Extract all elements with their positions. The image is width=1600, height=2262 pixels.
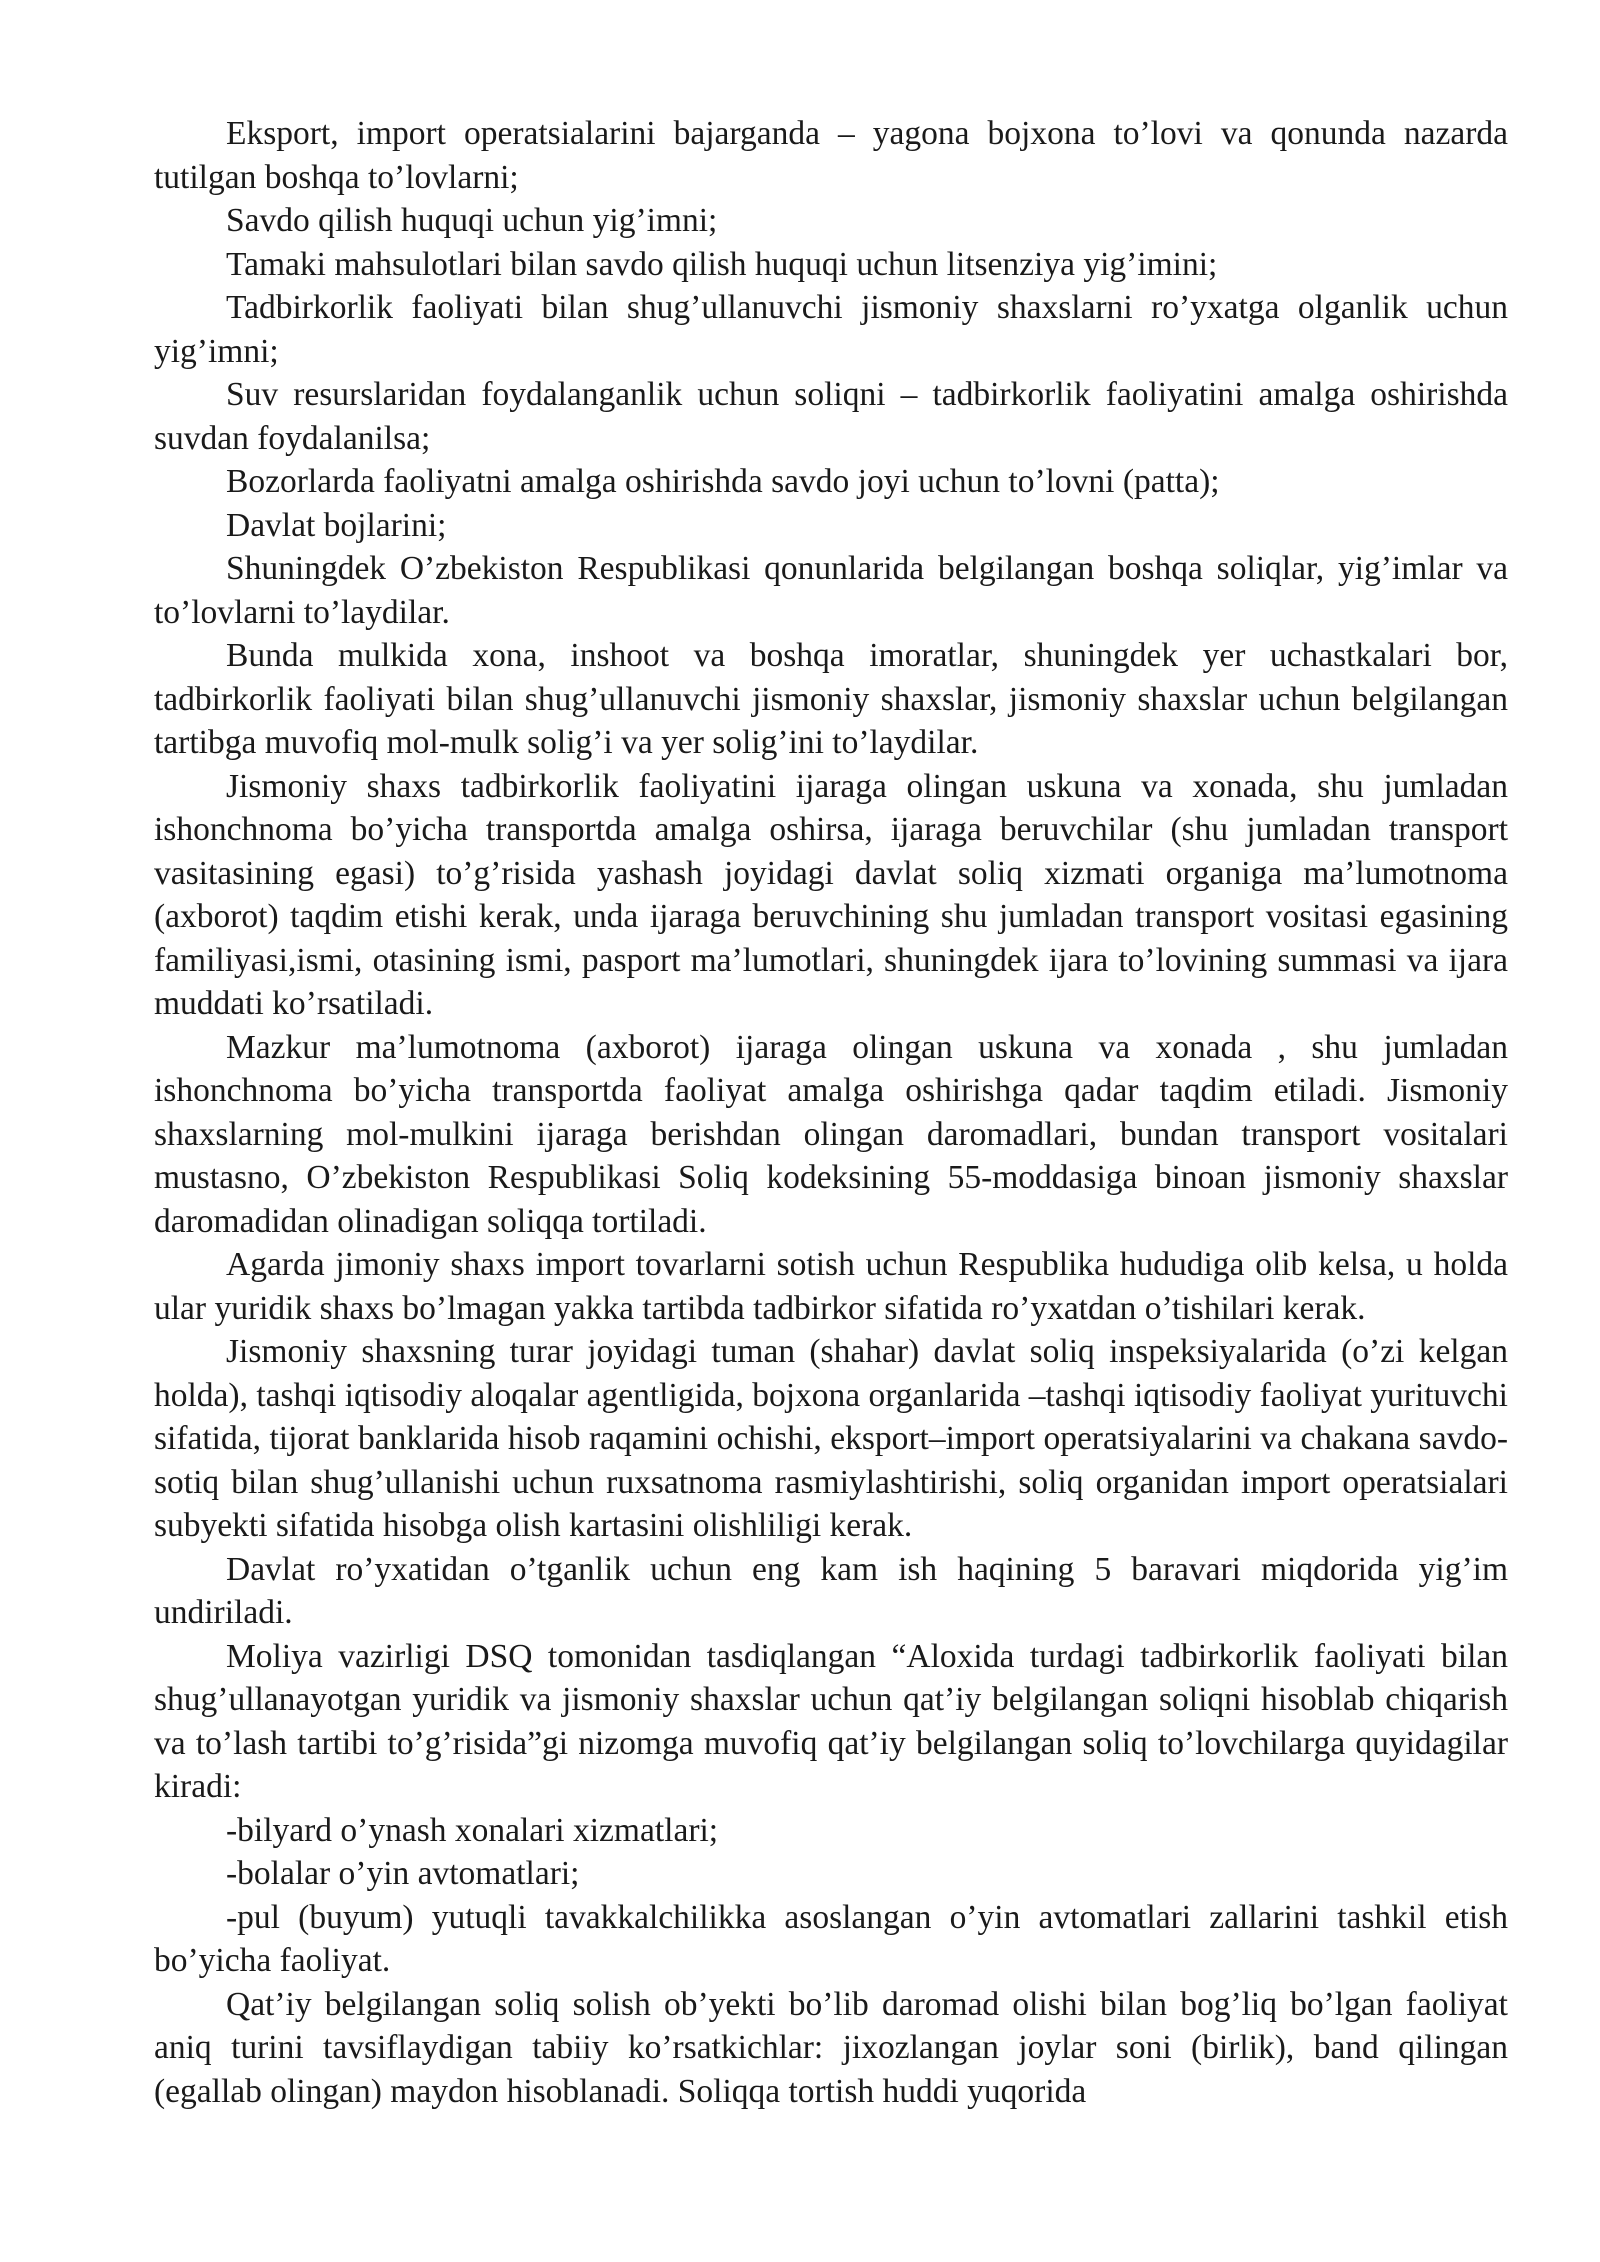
list-item: -bilyard o’ynash xonalari xizmatlari; — [226, 1811, 719, 1849]
paragraph: Davlat ro’yxatidan o’tganlik uchun eng kam ish haqining 5 baravari miqdorida yig’im undiriladi. — [154, 1550, 1508, 1631]
paragraph: Qat’iy belgilangan soliq solish ob’yekti bo’lib daromad olishi bilan bog’liq bo’lgan faoliyat aniq turini tavsiflaydigan tabiiy ko’rsatkichlar: jixozlangan joylar soni (birlik), band qilingan (egallab olingan) maydon hisoblanadi. Soliqqa tortish huddi yuqorida — [154, 1985, 1508, 2110]
paragraph: Suv resurslaridan foydalanganlik uchun soliqni – tadbirkorlik faoliyatini amalga oshirishda suvdan foydalanilsa; — [154, 376, 1508, 457]
paragraph: Tamaki mahsulotlari bilan savdo qilish huquqi uchun litsenziya yig’imini; — [226, 245, 1218, 283]
paragraph: Eksport, import operatsialarini bajarganda – yagona bojxona to’lovi va qonunda nazarda tutilgan boshqa to’lovlarni; — [154, 115, 1508, 196]
list-item: -bolalar o’yin avtomatlari; — [226, 1855, 580, 1892]
paragraph: Moliya vazirligi DSQ tomonidan tasdiqlangan “Aloxida turdagi tadbirkorlik faoliyati bilan shug’ullanayotgan yuridik va jismoniy shaxslar uchun qat’iy belgilangan soliqni hisoblab chiqarish va to’lash tartibi to’g’risida”gi nizomga muvofiq qat’iy belgilangan soliq to’lovchilarga quyidagilar kiradi: — [154, 1637, 1508, 1805]
paragraph: Bunda mulkida xona, inshoot va boshqa imoratlar, shuningdek yer uchastkalari bor, tadbirkorlik faoliyati bilan shug’ullanuvchi jismoniy shaxslar, jismoniy shaxslar uchun belgilangan tartibga muvofiq mol-mulk solig’i va yer solig’ini to’laydilar. — [154, 637, 1508, 761]
paragraph: Jismoniy shaxs tadbirkorlik faoliyatini ijaraga olingan uskuna va xonada, shu jumladan ishonchnoma bo’yicha transportda amalga oshirsa, ijaraga beruvchilar (shu jumladan transport vasitasining egasi) to’g’risida yashash joyidagi davlat soliq xizmati organiga ma’lumotnoma (axborot) taqdim etishi kerak, unda ijaraga beruvchining shu jumladan transport vositasi egasining familiyasi,ismi, otasining ismi, pasport ma’lumotlari, shuningdek ijara to’lovining summasi va ijara muddati ko’rsatiladi. — [154, 767, 1508, 1022]
paragraph: Savdo qilish huquqi uchun yig’imni; — [226, 202, 718, 239]
paragraph: Shuningdek O’zbekiston Respublikasi qonunlarida belgilangan boshqa soliqlar, yig’imlar va to’lovlarni to’laydilar. — [154, 550, 1508, 631]
paragraph: Agarda jimoniy shaxs import tovarlarni sotish uchun Respublika hududiga olib kelsa, u holda ular yuridik shaxs bo’lmagan yakka tartibda tadbirkor sifatida ro’yxatdan o’tishilari kerak. — [154, 1246, 1508, 1327]
paragraph: Davlat bojlarini; — [226, 506, 447, 544]
paragraph: Mazkur ma’lumotnoma (axborot) ijaraga olingan uskuna va xonada , shu jumladan ishonchnoma bo’yicha transportda faoliyat amalga oshirishga qadar taqdim etiladi. Jismoniy shaxslarning mol-mulkini ijaraga berishdan olingan daromadlari, bundan transport vositalari mustasno, O’zbekiston Respublikasi Soliq kodeksining 55-moddasiga binoan jismoniy shaxslar daromadidan olinadigan soliqqa tortiladi. — [154, 1028, 1508, 1240]
paragraph: Bozorlarda faoliyatni amalga oshirishda savdo joyi uchun to’lovni (patta); — [226, 463, 1220, 500]
document-page — [154, 112, 1508, 2113]
paragraph: Tadbirkorlik faoliyati bilan shug’ullanuvchi jismoniy shaxslarni ro’yxatga olganlik uchun yig’imni; — [154, 289, 1508, 370]
paragraph: Jismoniy shaxsning turar joyidagi tuman (shahar) davlat soliq inspeksiyalarida (o’zi kelgan holda), tashqi iqtisodiy aloqalar agentligida, bojxona organlarida –tashqi iqtisodiy faoliyat yurituvchi sifatida, tijorat banklarida hisob raqamini ochishi, eksport–import operatsiyalarini va chakana savdo-sotiq bilan shug’ullanishi uchun ruxsatnoma rasmiylashtirishi, soliq organidan import operatsialari subyekti sifatida hisobga olish kartasini olishliligi kerak. — [154, 1333, 1508, 1544]
list-item: -pul (buyum) yutuqli tavakkalchilikka asoslangan o’yin avtomatlari zallarini tashkil etish bo’yicha faoliyat. — [154, 1898, 1508, 1979]
